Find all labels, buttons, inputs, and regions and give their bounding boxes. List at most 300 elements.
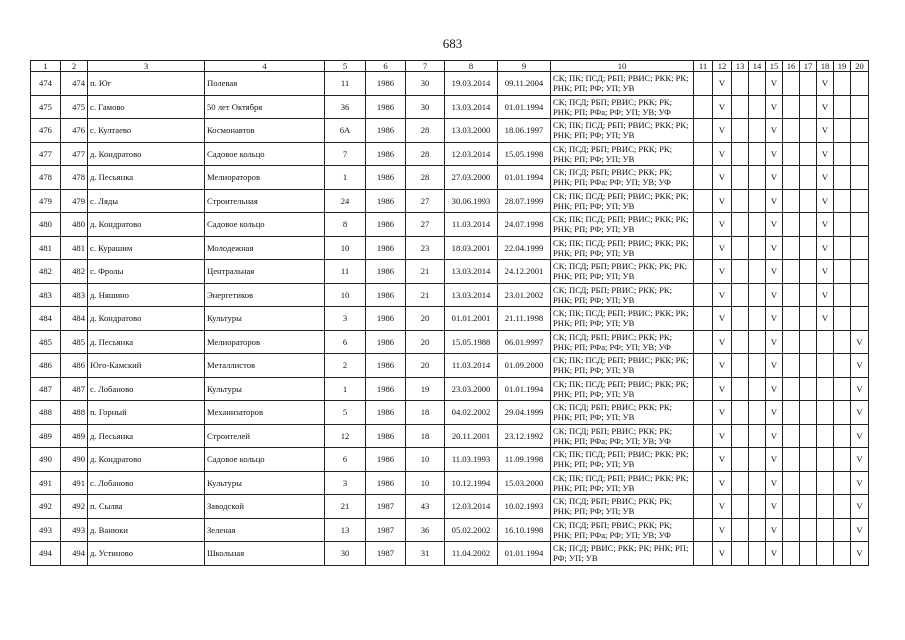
cell-mark (817, 401, 834, 425)
cell-mark: V (817, 236, 834, 260)
cell-wear: 28 (406, 166, 445, 190)
cell-mark (851, 260, 869, 284)
column-header: 19 (834, 61, 851, 72)
cell-street: Садовое кольцо (205, 142, 325, 166)
cell-empty (800, 495, 817, 519)
cell-mark (851, 213, 869, 237)
cell-mark: V (766, 72, 783, 96)
cell-street: 50 лет Октября (205, 95, 325, 119)
cell-empty (783, 236, 800, 260)
cell-mark: V (713, 213, 732, 237)
cell-empty (800, 260, 817, 284)
cell-empty (732, 213, 749, 237)
cell-empty (800, 166, 817, 190)
column-header: 17 (800, 61, 817, 72)
cell-empty (732, 236, 749, 260)
cell-mark: V (766, 307, 783, 331)
cell-index: 491 (61, 471, 88, 495)
cell-date-1: 10.12.1994 (445, 471, 498, 495)
cell-empty (800, 119, 817, 143)
cell-mark: V (713, 495, 732, 519)
cell-date-2: 11.09.1998 (498, 448, 551, 472)
cell-street: Школьная (205, 542, 325, 566)
cell-date-1: 12.03.2014 (445, 142, 498, 166)
cell-date-1: 23.03.2000 (445, 377, 498, 401)
cell-mark: V (851, 471, 869, 495)
cell-mark: V (713, 448, 732, 472)
cell-mark (817, 377, 834, 401)
cell-year: 1986 (366, 283, 406, 307)
cell-year: 1986 (366, 95, 406, 119)
cell-date-2: 01.01.1994 (498, 542, 551, 566)
cell-empty (749, 542, 766, 566)
cell-house: 30 (325, 542, 366, 566)
cell-empty (783, 401, 800, 425)
cell-mark (817, 354, 834, 378)
cell-empty (834, 542, 851, 566)
cell-empty (732, 377, 749, 401)
cell-empty (834, 401, 851, 425)
cell-house: 12 (325, 424, 366, 448)
cell-empty (783, 448, 800, 472)
cell-wear: 23 (406, 236, 445, 260)
column-header: 18 (817, 61, 834, 72)
cell-empty (800, 518, 817, 542)
cell-empty (800, 236, 817, 260)
cell-wear: 43 (406, 495, 445, 519)
cell-settlement: с. Фролы (88, 260, 205, 284)
column-header: 20 (851, 61, 869, 72)
cell-mark: V (713, 72, 732, 96)
cell-empty (800, 95, 817, 119)
cell-mark: V (766, 401, 783, 425)
page-number: 683 (442, 36, 463, 51)
cell-date-2: 01.09.2000 (498, 354, 551, 378)
cell-mark: V (713, 307, 732, 331)
cell-empty (749, 213, 766, 237)
cell-mark: V (766, 518, 783, 542)
cell-empty (732, 189, 749, 213)
cell-number: 480 (31, 213, 61, 237)
cell-index: 478 (61, 166, 88, 190)
cell-empty (694, 495, 713, 519)
table-row (31, 283, 869, 307)
cell-empty (732, 142, 749, 166)
cell-year: 1986 (366, 72, 406, 96)
cell-mark: V (851, 377, 869, 401)
cell-work-codes: СК; ПСД; РБП; РВИС; РКК; РК; РНК; РП; РФа; РФ; УП; УВ; УФ (551, 518, 694, 542)
cell-work-codes: СК; ПСД; РБП; РВИС; РКК; РК; РНК; РП; РФа; РФ; УП; УВ; УФ (551, 95, 694, 119)
cell-empty (783, 377, 800, 401)
cell-work-codes: СК; ПСД; РБП; РВИС; РКК; РК; РНК; РП; РФа; РФ; УП; УВ; УФ (551, 330, 694, 354)
cell-empty (694, 72, 713, 96)
cell-work-codes: СК; ПСД; РБП; РВИС; РКК; РК; РНК; РП; РФ; УП; УВ (551, 283, 694, 307)
cell-mark: V (766, 260, 783, 284)
cell-house: 1 (325, 166, 366, 190)
cell-wear: 28 (406, 119, 445, 143)
cell-empty (834, 119, 851, 143)
cell-mark (817, 448, 834, 472)
cell-number: 493 (31, 518, 61, 542)
cell-settlement: п. Юг (88, 72, 205, 96)
column-header: 10 (551, 61, 694, 72)
cell-date-1: 27.03.2000 (445, 166, 498, 190)
cell-wear: 30 (406, 72, 445, 96)
cell-mark: V (766, 142, 783, 166)
cell-work-codes: СК; ПСД; РБП; РВИС; РКК; РК; РНК; РП; РФа; РФ; УП; УВ; УФ (551, 166, 694, 190)
cell-empty (694, 119, 713, 143)
cell-empty (800, 354, 817, 378)
cell-street: Энергетиков (205, 283, 325, 307)
cell-empty (694, 95, 713, 119)
cell-year: 1986 (366, 166, 406, 190)
cell-number: 476 (31, 119, 61, 143)
cell-mark (817, 330, 834, 354)
cell-house: 13 (325, 518, 366, 542)
cell-date-1: 01.01.2001 (445, 307, 498, 331)
cell-mark (851, 142, 869, 166)
cell-date-1: 13.03.2014 (445, 260, 498, 284)
cell-mark: V (817, 95, 834, 119)
cell-street: Металлистов (205, 354, 325, 378)
cell-mark: V (766, 119, 783, 143)
cell-work-codes: СК; ПСД; РБП; РВИС; РКК; РК; РК; РНК; РП; РФ; УП; УВ (551, 260, 694, 284)
column-header: 4 (205, 61, 325, 72)
cell-number: 485 (31, 330, 61, 354)
cell-house: 7 (325, 142, 366, 166)
cell-wear: 20 (406, 307, 445, 331)
cell-settlement: д. Песьянка (88, 330, 205, 354)
cell-empty (694, 401, 713, 425)
header-row (31, 61, 869, 72)
cell-mark: V (713, 119, 732, 143)
table-row (31, 401, 869, 425)
table-row (31, 424, 869, 448)
table-row (31, 518, 869, 542)
cell-wear: 20 (406, 354, 445, 378)
cell-number: 474 (31, 72, 61, 96)
column-header: 1 (31, 61, 61, 72)
cell-empty (783, 354, 800, 378)
cell-mark (851, 236, 869, 260)
table-row (31, 189, 869, 213)
cell-mark: V (817, 189, 834, 213)
cell-house: 6А (325, 119, 366, 143)
cell-mark: V (713, 236, 732, 260)
cell-mark: V (713, 330, 732, 354)
cell-empty (783, 166, 800, 190)
cell-date-1: 15.05.1988 (445, 330, 498, 354)
cell-work-codes: СК; ПК; ПСД; РБП; РВИС; РКК; РК; РНК; РП; РФ; УП; УВ (551, 236, 694, 260)
cell-empty (783, 542, 800, 566)
cell-year: 1986 (366, 471, 406, 495)
cell-empty (732, 471, 749, 495)
cell-date-1: 04.02.2002 (445, 401, 498, 425)
cell-mark: V (713, 354, 732, 378)
cell-empty (732, 307, 749, 331)
cell-empty (749, 189, 766, 213)
column-header: 9 (498, 61, 551, 72)
cell-index: 481 (61, 236, 88, 260)
cell-year: 1986 (366, 377, 406, 401)
cell-work-codes: СК; ПК; ПСД; РБП; РВИС; РКК; РК; РНК; РП; РФ; УП; УВ (551, 471, 694, 495)
cell-work-codes: СК; ПК; ПСД; РБП; РВИС; РКК; РК; РНК; РП; РФ; УП; УВ (551, 213, 694, 237)
cell-mark (851, 95, 869, 119)
cell-empty (694, 213, 713, 237)
cell-mark: V (713, 283, 732, 307)
cell-mark: V (851, 448, 869, 472)
column-header: 11 (694, 61, 713, 72)
cell-number: 494 (31, 542, 61, 566)
cell-mark: V (817, 72, 834, 96)
cell-mark: V (766, 542, 783, 566)
cell-number: 479 (31, 189, 61, 213)
cell-date-1: 13.03.2014 (445, 283, 498, 307)
cell-empty (834, 495, 851, 519)
cell-mark: V (766, 213, 783, 237)
cell-empty (800, 189, 817, 213)
cell-index: 489 (61, 424, 88, 448)
cell-mark: V (766, 95, 783, 119)
cell-mark: V (766, 236, 783, 260)
cell-empty (800, 424, 817, 448)
cell-empty (834, 142, 851, 166)
cell-house: 6 (325, 330, 366, 354)
cell-empty (749, 330, 766, 354)
cell-empty (783, 95, 800, 119)
cell-date-2: 23.12.1992 (498, 424, 551, 448)
cell-year: 1986 (366, 119, 406, 143)
cell-empty (783, 260, 800, 284)
cell-mark: V (766, 166, 783, 190)
cell-mark: V (851, 424, 869, 448)
cell-settlement: д. Кондратово (88, 213, 205, 237)
cell-empty (834, 189, 851, 213)
cell-house: 21 (325, 495, 366, 519)
table-row (31, 142, 869, 166)
cell-empty (834, 354, 851, 378)
cell-mark (817, 424, 834, 448)
cell-wear: 31 (406, 542, 445, 566)
cell-date-2: 09.11.2004 (498, 72, 551, 96)
cell-empty (732, 495, 749, 519)
cell-empty (694, 330, 713, 354)
cell-settlement: п. Горный (88, 401, 205, 425)
cell-mark: V (766, 471, 783, 495)
column-header: 6 (366, 61, 406, 72)
cell-mark: V (766, 424, 783, 448)
cell-settlement: Юго-Камский (88, 354, 205, 378)
table-row (31, 260, 869, 284)
cell-street: Культуры (205, 377, 325, 401)
cell-date-2: 10.02.1993 (498, 495, 551, 519)
cell-settlement: с. Лобаново (88, 471, 205, 495)
cell-wear: 36 (406, 518, 445, 542)
cell-house: 8 (325, 213, 366, 237)
register-table (30, 60, 869, 566)
cell-work-codes: СК; ПК; ПСД; РБП; РВИС; РКК; РК; РНК; РП; РФ; УП; УВ (551, 354, 694, 378)
cell-mark: V (713, 424, 732, 448)
cell-index: 474 (61, 72, 88, 96)
cell-house: 10 (325, 283, 366, 307)
cell-index: 487 (61, 377, 88, 401)
cell-mark: V (713, 166, 732, 190)
cell-empty (694, 283, 713, 307)
cell-date-1: 11.04.2002 (445, 542, 498, 566)
cell-house: 11 (325, 260, 366, 284)
cell-mark: V (817, 119, 834, 143)
cell-settlement: с. Курашим (88, 236, 205, 260)
cell-mark: V (851, 354, 869, 378)
cell-house: 2 (325, 354, 366, 378)
cell-mark: V (817, 283, 834, 307)
cell-empty (800, 401, 817, 425)
cell-number: 482 (31, 260, 61, 284)
cell-empty (834, 448, 851, 472)
cell-year: 1986 (366, 401, 406, 425)
cell-empty (800, 72, 817, 96)
cell-date-1: 13.03.2000 (445, 119, 498, 143)
table-row (31, 166, 869, 190)
cell-work-codes: СК; ПК; ПСД; РБП; РВИС; РКК; РК; РНК; РП; РФ; УП; УВ (551, 72, 694, 96)
cell-empty (783, 307, 800, 331)
column-header: 3 (88, 61, 205, 72)
cell-mark (851, 189, 869, 213)
cell-year: 1986 (366, 307, 406, 331)
cell-mark (851, 72, 869, 96)
cell-empty (834, 260, 851, 284)
cell-wear: 27 (406, 213, 445, 237)
cell-wear: 21 (406, 283, 445, 307)
cell-empty (783, 142, 800, 166)
cell-settlement: с. Гамово (88, 95, 205, 119)
cell-mark: V (851, 401, 869, 425)
cell-mark: V (713, 542, 732, 566)
cell-number: 489 (31, 424, 61, 448)
cell-street: Механизаторов (205, 401, 325, 425)
cell-mark: V (766, 189, 783, 213)
cell-mark: V (766, 377, 783, 401)
cell-mark: V (713, 471, 732, 495)
cell-empty (732, 260, 749, 284)
column-header: 12 (713, 61, 732, 72)
cell-empty (783, 330, 800, 354)
cell-settlement: д. Устиново (88, 542, 205, 566)
cell-work-codes: СК; ПК; ПСД; РБП; РВИС; РКК; РК; РНК; РП; РФ; УП; УВ (551, 377, 694, 401)
cell-empty (800, 377, 817, 401)
cell-mark: V (713, 377, 732, 401)
column-header: 16 (783, 61, 800, 72)
cell-date-1: 11.03.2014 (445, 354, 498, 378)
cell-date-2: 24.12.2001 (498, 260, 551, 284)
cell-street: Полевая (205, 72, 325, 96)
cell-empty (834, 330, 851, 354)
cell-mark: V (766, 330, 783, 354)
cell-empty (694, 424, 713, 448)
cell-street: Мелиораторов (205, 166, 325, 190)
cell-empty (749, 448, 766, 472)
cell-empty (800, 213, 817, 237)
cell-empty (694, 448, 713, 472)
table-row (31, 354, 869, 378)
cell-empty (749, 260, 766, 284)
cell-street: Культуры (205, 307, 325, 331)
cell-date-2: 21.11.1998 (498, 307, 551, 331)
cell-date-1: 18.03.2001 (445, 236, 498, 260)
cell-empty (834, 283, 851, 307)
cell-work-codes: СК; ПК; ПСД; РБП; РВИС; РКК; РК; РНК; РП; РФ; УП; УВ (551, 307, 694, 331)
cell-street: Мелиораторов (205, 330, 325, 354)
cell-empty (732, 448, 749, 472)
cell-empty (800, 448, 817, 472)
cell-year: 1986 (366, 354, 406, 378)
cell-empty (783, 189, 800, 213)
cell-empty (732, 72, 749, 96)
cell-mark (817, 518, 834, 542)
cell-empty (749, 495, 766, 519)
cell-number: 481 (31, 236, 61, 260)
cell-date-2: 23.01.2002 (498, 283, 551, 307)
cell-house: 6 (325, 448, 366, 472)
cell-settlement: п. Сылва (88, 495, 205, 519)
cell-wear: 19 (406, 377, 445, 401)
cell-mark: V (766, 283, 783, 307)
cell-empty (749, 354, 766, 378)
cell-work-codes: СК; ПСД; РБП; РВИС; РКК; РК; РНК; РП; РФа; РФ; УП; УВ; УФ (551, 424, 694, 448)
cell-street: Садовое кольцо (205, 213, 325, 237)
cell-empty (749, 401, 766, 425)
cell-year: 1986 (366, 236, 406, 260)
cell-mark: V (713, 260, 732, 284)
cell-date-2: 06.01.9997 (498, 330, 551, 354)
cell-work-codes: СК; ПСД; РБП; РВИС; РКК; РК; РНК; РП; РФ; УП; УВ (551, 142, 694, 166)
cell-mark: V (817, 260, 834, 284)
cell-settlement: д. Кондратово (88, 448, 205, 472)
cell-street: Центральная (205, 260, 325, 284)
table-row (31, 72, 869, 96)
cell-empty (749, 424, 766, 448)
cell-settlement: с. Лобаново (88, 377, 205, 401)
cell-house: 3 (325, 471, 366, 495)
cell-date-2: 28.07.1999 (498, 189, 551, 213)
cell-mark: V (817, 142, 834, 166)
cell-date-1: 30.06.1993 (445, 189, 498, 213)
cell-index: 488 (61, 401, 88, 425)
cell-mark (817, 495, 834, 519)
cell-index: 482 (61, 260, 88, 284)
cell-empty (834, 213, 851, 237)
cell-date-2: 24.07.1998 (498, 213, 551, 237)
cell-wear: 30 (406, 95, 445, 119)
cell-empty (732, 542, 749, 566)
cell-mark (817, 542, 834, 566)
cell-date-1: 05.02.2002 (445, 518, 498, 542)
cell-empty (732, 166, 749, 190)
cell-empty (800, 542, 817, 566)
cell-street: Зеленая (205, 518, 325, 542)
cell-date-2: 18.06.1997 (498, 119, 551, 143)
cell-empty (749, 518, 766, 542)
cell-index: 494 (61, 542, 88, 566)
cell-year: 1986 (366, 448, 406, 472)
cell-empty (783, 72, 800, 96)
cell-empty (783, 213, 800, 237)
table-row (31, 495, 869, 519)
table-row (31, 448, 869, 472)
cell-number: 491 (31, 471, 61, 495)
column-header: 8 (445, 61, 498, 72)
cell-mark: V (713, 401, 732, 425)
